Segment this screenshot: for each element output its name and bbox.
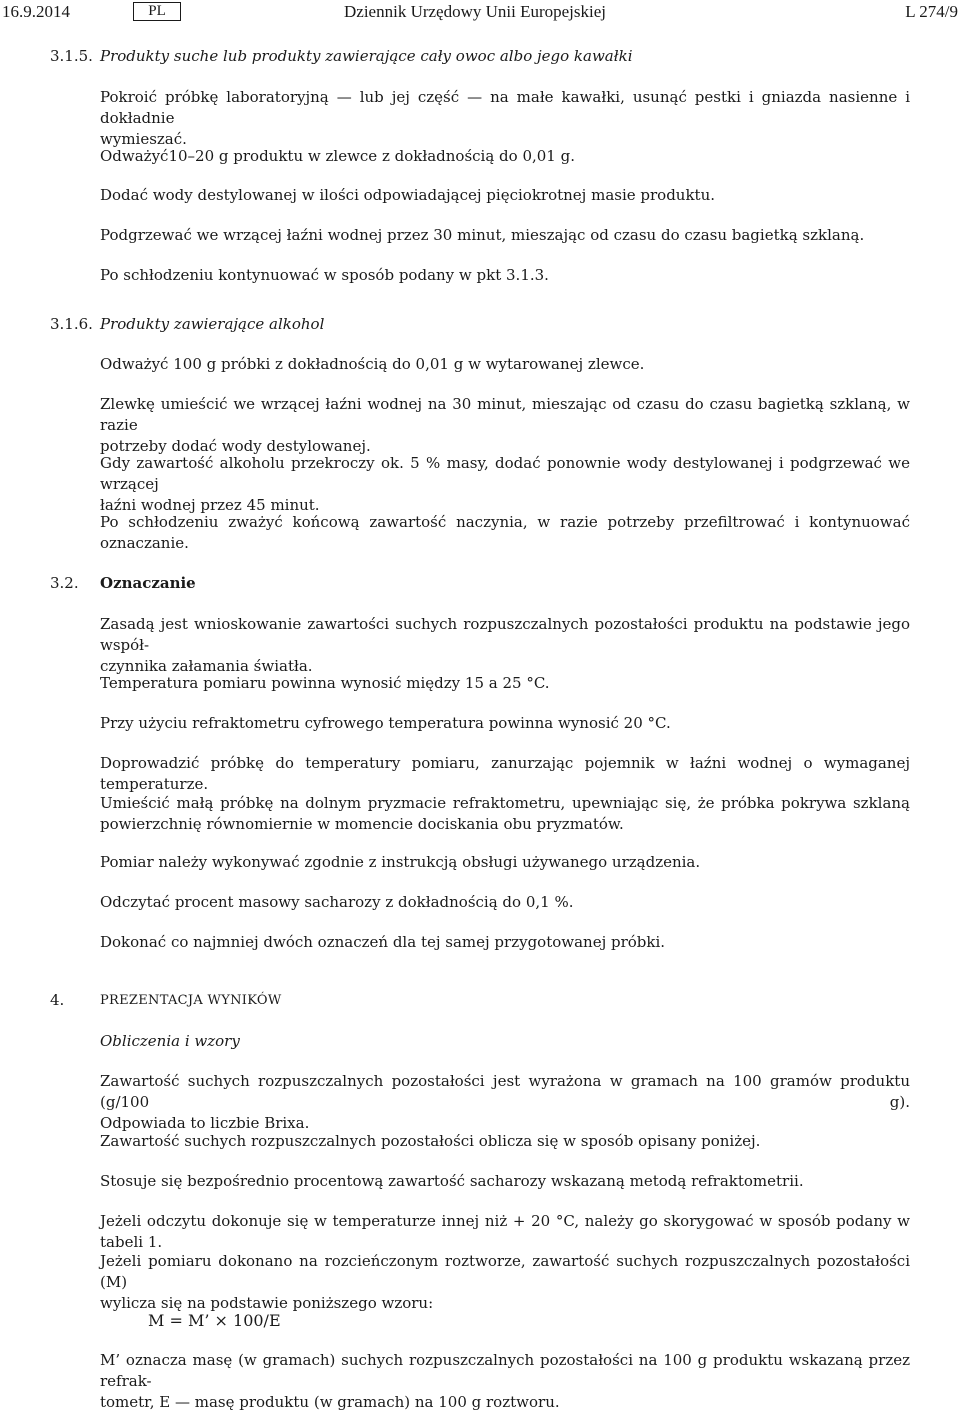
paragraph bbox=[100, 453, 910, 516]
section-title: Produkty suche lub produkty zawierające cały owoc albo jego kawałki bbox=[100, 47, 633, 65]
language-badge: PL bbox=[133, 2, 181, 21]
paragraph-line: wylicza się na podstawie poniższego wzoru: bbox=[100, 1294, 434, 1312]
paragraph bbox=[100, 614, 910, 677]
paragraph-line: tometr, E — masę produktu (w gramach) na 100 g roztworu. bbox=[100, 1393, 560, 1411]
paragraph: Doprowadzić próbkę do temperatury pomiaru, zanurzając pojemnik w łaźni wodnej o wymaganej temperaturze. bbox=[100, 754, 910, 793]
paragraph: Podgrzewać we wrzącej łaźni wodnej przez 30 minut, mieszając od czasu do czasu bagietką szklaną. bbox=[100, 226, 865, 244]
section-title: Oznaczanie bbox=[100, 574, 196, 592]
paragraph: Dodać wody destylowanej w ilości odpowiadającej pięciokrotnej masie produktu. bbox=[100, 186, 716, 204]
paragraph: Jeżeli odczytu dokonuje się w temperaturze innej niż + 20 °C, należy go skorygować w sposób podany w tabeli 1. bbox=[100, 1212, 910, 1251]
paragraph-line: łaźni wodnej przez 45 minut. bbox=[100, 496, 320, 514]
subsection-title: Obliczenia i wzory bbox=[100, 1032, 240, 1050]
journal-title: Dziennik Urzędowy Unii Europejskiej bbox=[344, 2, 607, 21]
paragraph-line: M’ oznacza masę (w gramach) suchych rozpuszczalnych pozostałości na 100 g produktu wskazaną przez refrak- bbox=[100, 1351, 910, 1390]
paragraph: Pomiar należy wykonywać zgodnie z instrukcją obsługi używanego urządzenia. bbox=[100, 853, 701, 871]
paragraph-line: Gdy zawartość alkoholu przekroczy ok. 5 % masy, dodać ponownie wody destylowanej i podgrzewać we wrzącej bbox=[100, 454, 910, 493]
paragraph: Po schłodzeniu kontynuować w sposób podany w pkt 3.1.3. bbox=[100, 266, 549, 284]
paragraph: Po schłodzeniu zważyć końcową zawartość naczynia, w razie potrzeby przefiltrować i kontynuować oznaczanie. bbox=[100, 513, 910, 552]
paragraph-line: Jeżeli pomiaru dokonano na rozcieńczonym roztworze, zawartość suchych rozpuszczalnych pozostałości (M) bbox=[100, 1252, 910, 1291]
section-title: Produkty zawierające alkohol bbox=[100, 315, 325, 333]
paragraph: Dokonać co najmniej dwóch oznaczeń dla tej samej przygotowanej próbki. bbox=[100, 933, 666, 951]
paragraph-line: czynnika załamania światła. bbox=[100, 657, 313, 675]
paragraph: Odważyć10–20 g produktu w zlewce z dokładnością do 0,01 g. bbox=[100, 147, 575, 165]
paragraph bbox=[100, 1071, 910, 1134]
paragraph-line: Pokroić próbkę laboratoryjną — lub jej część — na małe kawałki, usunąć pestki i gniazda nasienne i dokładnie bbox=[100, 88, 910, 127]
paragraph-line: Zlewkę umieścić we wrzącej łaźni wodnej na 30 minut, mieszając od czasu do czasu bagietką szklaną, w razie bbox=[100, 395, 910, 434]
paragraph: Stosuje się bezpośrednio procentową zawartość sacharozy wskazaną metodą refraktometrii. bbox=[100, 1172, 804, 1190]
paragraph bbox=[100, 394, 910, 457]
section-number: 3.1.6. bbox=[50, 315, 93, 333]
page-reference: L 274/9 bbox=[905, 2, 958, 21]
paragraph bbox=[100, 793, 910, 835]
page-header bbox=[0, 0, 960, 26]
paragraph: Odważyć 100 g próbki z dokładnością do 0,01 g w wytarowanej zlewce. bbox=[100, 355, 645, 373]
section-number: 4. bbox=[50, 991, 65, 1009]
paragraph: Przy użyciu refraktometru cyfrowego temperatura powinna wynosić 20 °C. bbox=[100, 714, 671, 732]
paragraph bbox=[100, 1350, 910, 1413]
section-number: 3.2. bbox=[50, 574, 79, 592]
paragraph bbox=[100, 1251, 910, 1314]
formula: M = M’ × 100/E bbox=[148, 1311, 281, 1330]
paragraph-line: Zawartość suchych rozpuszczalnych pozostałości jest wyrażona w gramach na 100 gramów produktu (g/100 g). bbox=[100, 1072, 910, 1111]
paragraph-line: wymieszać. bbox=[100, 130, 187, 148]
section-number: 3.1.5. bbox=[50, 47, 93, 65]
paragraph: Odczytać procent masowy sacharozy z dokładnością do 0,1 %. bbox=[100, 893, 574, 911]
paragraph-line: Umieścić małą próbkę na dolnym pryzmacie refraktometru, upewniając się, że próbka pokrywa szklaną bbox=[100, 794, 910, 812]
section-title: PREZENTACJA WYNIKÓW bbox=[100, 993, 282, 1008]
paragraph-line: potrzeby dodać wody destylowanej. bbox=[100, 437, 371, 455]
paragraph-line: powierzchnię równomiernie w momencie dociskania obu pryzmatów. bbox=[100, 815, 624, 833]
publication-date: 16.9.2014 bbox=[2, 2, 70, 21]
paragraph: Temperatura pomiaru powinna wynosić między 15 a 25 °C. bbox=[100, 674, 550, 692]
paragraph-line: Zasadą jest wnioskowanie zawartości suchych rozpuszczalnych pozostałości produktu na podstawie jego współ- bbox=[100, 615, 910, 654]
paragraph bbox=[100, 87, 910, 150]
paragraph: Zawartość suchych rozpuszczalnych pozostałości oblicza się w sposób opisany poniżej. bbox=[100, 1132, 761, 1150]
paragraph-line: Odpowiada to liczbie Brixa. bbox=[100, 1114, 310, 1132]
